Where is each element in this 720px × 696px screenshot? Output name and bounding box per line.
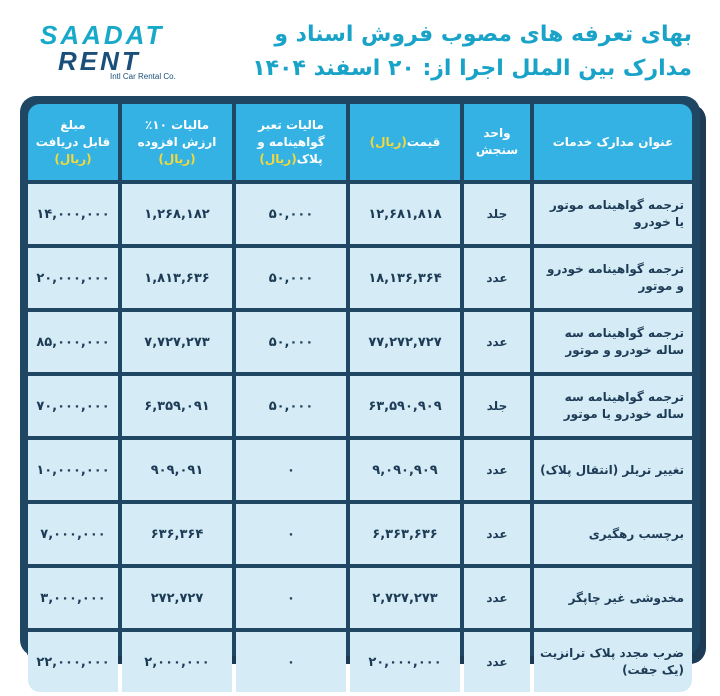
cell-vat: ۲۷۲,۷۲۷ (122, 568, 232, 628)
header-vat-line-2: ارزش افزوده (137, 134, 217, 149)
cell-service: مخدوشی غیر چاپگر (534, 568, 692, 628)
cell-service: ترجمه گواهینامه سه ساله خودرو یا موتور (534, 376, 692, 436)
cell-unit: جلد (464, 376, 530, 436)
brand-subtitle: Intl Car Rental Co. (110, 72, 176, 81)
cell-price: ۶۳,۵۹۰,۹۰۹ (350, 376, 460, 436)
header-unit-line-2: سنجش (475, 143, 519, 157)
header-receivable-line-1: مبلغ (60, 117, 86, 132)
cell-receivable: ۱۴,۰۰۰,۰۰۰ (28, 184, 118, 244)
tariff-table-frame (20, 96, 700, 677)
cell-receivable: ۲۲,۰۰۰,۰۰۰ (28, 632, 118, 692)
header-unit (464, 104, 530, 180)
cell-receivable: ۲۰,۰۰۰,۰۰۰ (28, 248, 118, 308)
table-row (28, 376, 692, 436)
header-tax (236, 104, 346, 180)
cell-receivable: ۱۰,۰۰۰,۰۰۰ (28, 440, 118, 500)
page-title-line-1: بهای تعرفه های مصوب فروش اسناد و (274, 22, 692, 47)
header-price (350, 104, 460, 180)
cell-unit: عدد (464, 248, 530, 308)
cell-price: ۷۷,۲۷۲,۷۲۷ (350, 312, 460, 372)
cell-vat: ۱,۲۶۸,۱۸۲ (122, 184, 232, 244)
cell-service: برچسب رهگیری (534, 504, 692, 564)
table-row (28, 568, 692, 628)
cell-receivable: ۷۰,۰۰۰,۰۰۰ (28, 376, 118, 436)
header-tax-line-2: گواهینامه و (257, 134, 325, 149)
brand-line-2: RENT (58, 46, 141, 76)
cell-unit: عدد (464, 568, 530, 628)
header-tax-line-1: مالیات تعبر (258, 117, 324, 132)
cell-service: ترجمه گواهینامه موتور یا خودرو (534, 184, 692, 244)
table-row (28, 504, 692, 564)
page-title-line-2: مدارک بین الملل اجرا از: ۲۰ اسفند ۱۴۰۴ (252, 56, 692, 81)
tariff-table (24, 100, 696, 696)
cell-tax: ۰ (236, 568, 346, 628)
brand-line-1: SAADAT (40, 20, 165, 50)
table-row (28, 440, 692, 500)
header-vat (122, 104, 232, 180)
header-price-unit: (ریال) (369, 134, 407, 149)
cell-price: ۶,۳۶۳,۶۳۶ (350, 504, 460, 564)
cell-unit: عدد (464, 440, 530, 500)
cell-receivable: ۸۵,۰۰۰,۰۰۰ (28, 312, 118, 372)
header-service (534, 104, 692, 180)
header-service-label: عنوان مدارک خدمات (552, 134, 674, 149)
cell-vat: ۶,۳۵۹,۰۹۱ (122, 376, 232, 436)
cell-vat: ۱,۸۱۳,۶۳۶ (122, 248, 232, 308)
cell-vat: ۹۰۹,۰۹۱ (122, 440, 232, 500)
header-vat-unit: (ریال) (158, 151, 196, 166)
cell-price: ۱۲,۶۸۱,۸۱۸ (350, 184, 460, 244)
cell-tax: ۰ (236, 504, 346, 564)
cell-vat: ۲,۰۰۰,۰۰۰ (122, 632, 232, 692)
cell-tax: ۰ (236, 632, 346, 692)
table-row (28, 312, 692, 372)
header-unit-line-1: واحد (483, 126, 511, 140)
header-vat-line-1: مالیات ۱۰٪ (144, 117, 210, 132)
header-tax-unit: (ریال) (259, 151, 297, 166)
cell-unit: جلد (464, 184, 530, 244)
table-row (28, 184, 692, 244)
cell-price: ۲,۷۲۷,۲۷۳ (350, 568, 460, 628)
cell-service: ضرب مجدد پلاک ترانزیت (یک جفت) (534, 632, 692, 692)
cell-tax: ۵۰,۰۰۰ (236, 376, 346, 436)
header-receivable-line-2: قابل دریافت (35, 134, 111, 149)
cell-vat: ۶۳۶,۳۶۴ (122, 504, 232, 564)
table-header-row (28, 104, 692, 180)
cell-service: تغییر تریلر (انتقال پلاک) (534, 440, 692, 500)
cell-unit: عدد (464, 312, 530, 372)
table-row (28, 632, 692, 692)
cell-price: ۱۸,۱۳۶,۳۶۴ (350, 248, 460, 308)
brand-logo (40, 22, 180, 81)
cell-receivable: ۳,۰۰۰,۰۰۰ (28, 568, 118, 628)
page-title (212, 18, 692, 86)
header-tax-line-3: پلاک (296, 151, 323, 166)
cell-service: ترجمه گواهینامه خودرو و موتور (534, 248, 692, 308)
cell-receivable: ۷,۰۰۰,۰۰۰ (28, 504, 118, 564)
header-receivable-unit: (ریال) (54, 151, 92, 166)
cell-unit: عدد (464, 504, 530, 564)
cell-vat: ۷,۷۲۷,۲۷۳ (122, 312, 232, 372)
table-row (28, 248, 692, 308)
cell-price: ۲۰,۰۰۰,۰۰۰ (350, 632, 460, 692)
cell-price: ۹,۰۹۰,۹۰۹ (350, 440, 460, 500)
cell-service: ترجمه گواهینامه سه ساله خودرو و موتور (534, 312, 692, 372)
cell-tax: ۵۰,۰۰۰ (236, 312, 346, 372)
cell-tax: ۵۰,۰۰۰ (236, 184, 346, 244)
cell-unit: عدد (464, 632, 530, 692)
cell-tax: ۰ (236, 440, 346, 500)
cell-tax: ۵۰,۰۰۰ (236, 248, 346, 308)
header-price-label: قیمت (406, 134, 441, 149)
header-receivable (28, 104, 118, 180)
